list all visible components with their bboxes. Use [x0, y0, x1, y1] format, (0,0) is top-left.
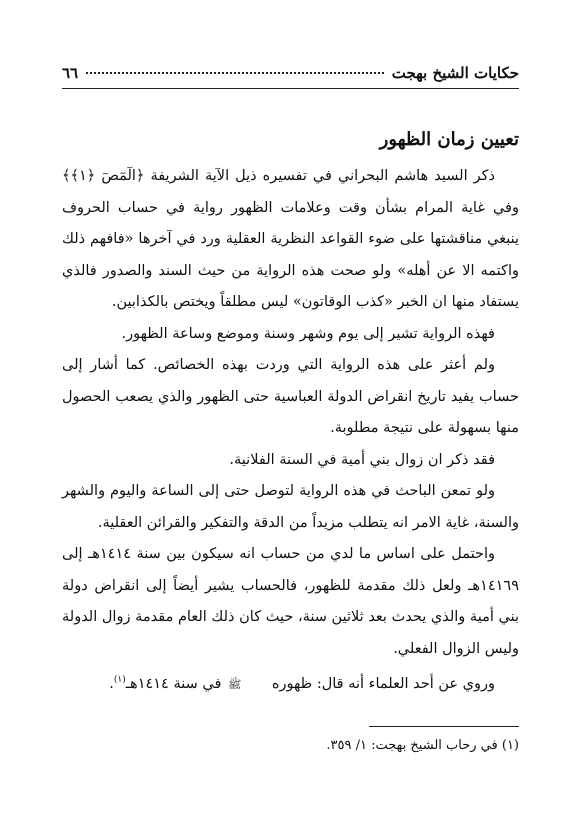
- paragraph: ذكر السيد هاشم البحراني في تفسيره ذيل الآية الشريفة ﴿الٓمٓصٓ ﴿١﴾﴾ وفي غاية المرام بشأن وقت وعلامات الظهور رواية في حساب الحروف ينبغي مناقشتها على ضوء القواعد النظرية العقلية ورد في آخرها «فافهم ذلك واكتمه الا عن أهله» ولو صحت هذه الرواية من حيث السند والصدور فالذي يستفاد منها ان الخبر «كذب الوقاتون» ليس مطلقاً ويختص بالكذابين.: [62, 168, 519, 310]
- paragraph: فهذه الرواية تشير إلى يوم وشهر وسنة وموضع وساعة الظهور.: [121, 325, 495, 342]
- body-text: [62, 161, 519, 700]
- running-header: [62, 62, 519, 89]
- footnote: (١) في رحاب الشيخ بهجت: ١/ ٣٥٩.: [326, 738, 519, 754]
- footnote-rule: [369, 726, 519, 727]
- paragraph: فقد ذكر ان زوال بني أمية في السنة الفلانية.: [229, 451, 495, 468]
- honorific-mark-icon: ﷺ: [228, 677, 242, 691]
- paragraph: ولم أعثر على هذه الرواية التي وردت بهذه الخصائص. كما أشار إلى حساب يفيد تاريخ انقراض الدولة العباسية حتى الظهور والذي يصعب الحصول منها بسهولة على نتيجة مطلوبة.: [62, 357, 519, 436]
- paragraph-last: [62, 665, 519, 700]
- page-number: ٦٦: [62, 64, 79, 82]
- last-paragraph-text-after: في سنة ١٤١٤هـ: [125, 675, 222, 692]
- last-paragraph-end: .: [109, 675, 114, 692]
- last-paragraph-text-before: وروي عن أحد العلماء أنه قال: ظهوره: [271, 675, 495, 692]
- paragraph: ولو تمعن الباحث في هذه الرواية لتوصل حتى إلى الساعة واليوم والشهر والسنة، غاية الامر انه يتطلب مزيداً من الدقة والتفكير والقرائن العقلية.: [62, 483, 519, 531]
- header-dot-leader: [86, 72, 384, 74]
- paragraph: واحتمل على اساس ما لدي من حساب انه سيكون بين سنة ١٤١٤هـ إلى ١٤١٦٩هـ ولعل ذلك مقدمة للظهور، فالحساب يشير أيضاً إلى انقراض دولة بني أمية والذي يحدث بعد ثلاثين سنة، حيث كان ذلك العام مقدمة زوال الدولة وليس الزوال الفعلي.: [62, 546, 519, 657]
- book-page: [62, 62, 519, 817]
- section-title: تعيين زمان الظهور: [379, 129, 519, 150]
- footnote-reference[interactable]: (١): [113, 675, 126, 685]
- header-title: حكايات الشيخ بهجت: [391, 64, 519, 82]
